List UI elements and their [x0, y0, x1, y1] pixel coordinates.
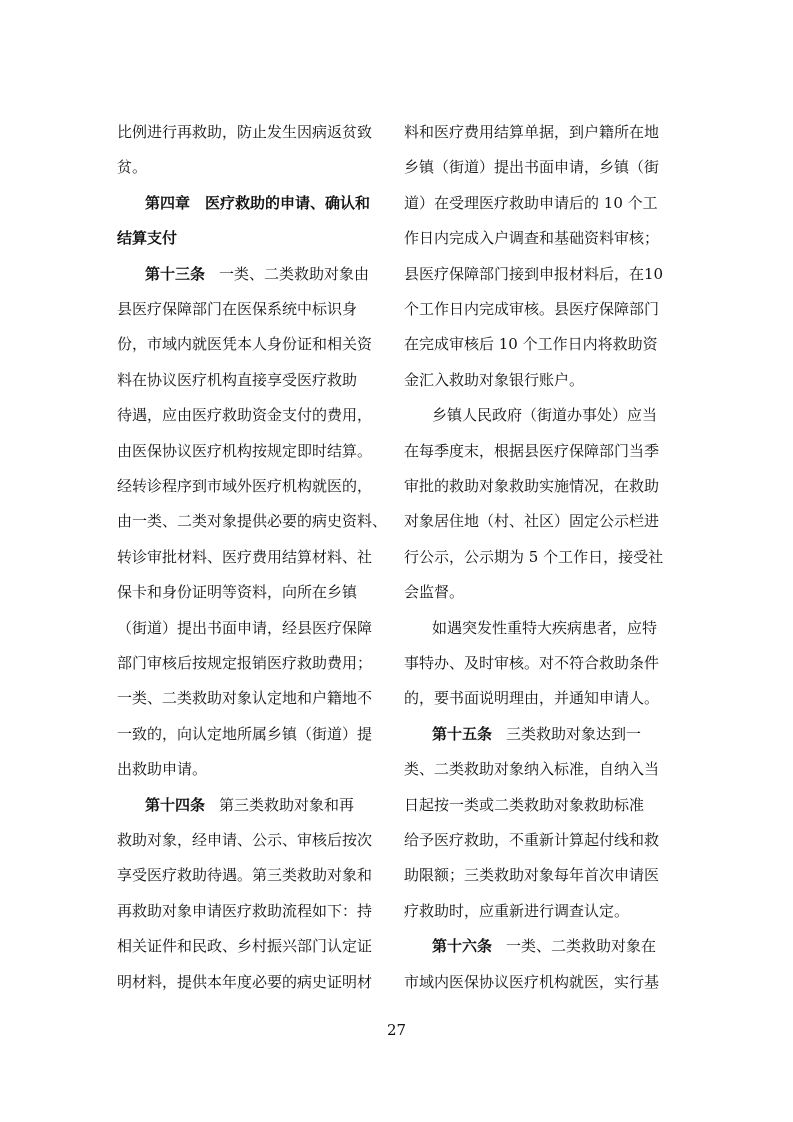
text-line — [404, 616, 710, 640]
text-line — [404, 262, 682, 286]
text-line — [117, 120, 395, 144]
text-line — [404, 651, 682, 675]
text-line — [404, 191, 682, 215]
text-line — [117, 828, 395, 852]
text-line — [404, 439, 682, 463]
line-text: 份，市域内就医凭本人身份证和相关资 — [117, 335, 373, 354]
text-line — [404, 686, 682, 710]
line-text: 第四章 医疗救助的申请、确认和 — [145, 193, 371, 212]
text-line — [404, 120, 682, 144]
line-text: 经转诊程序到市域外医疗机构就医的， — [117, 477, 373, 495]
text-line — [117, 686, 395, 710]
text-line — [404, 899, 682, 923]
text-line — [117, 545, 395, 569]
text-line — [117, 651, 395, 675]
line-text: 道）在受理医疗救助申请后的 10 个工 — [404, 193, 658, 212]
text-line — [117, 332, 395, 356]
text-line — [404, 368, 682, 392]
line-text: 第三类救助对象和再 — [219, 795, 355, 814]
text-line — [404, 757, 682, 781]
text-line — [404, 509, 682, 533]
article-number: 第十四条 — [145, 795, 206, 814]
line-text: 个工作日内完成审核。县医疗保障部门 — [404, 300, 660, 318]
line-text: 保卡和身份证明等资料，向所在乡镇 — [117, 583, 358, 602]
line-text: 乡镇人民政府（街道办事处）应当 — [432, 406, 658, 425]
text-line — [404, 863, 682, 887]
text-line — [404, 403, 710, 427]
text-line — [117, 191, 423, 215]
text-line — [404, 226, 682, 250]
line-text: 在完成审核后 10 个工作日内将救助资 — [404, 335, 658, 354]
line-text: 给予医疗救助，不重新计算起付线和救 — [404, 831, 660, 849]
line-text: 会监督。 — [404, 583, 465, 602]
line-text: 相关证件和民政、乡村振兴部门认定证 — [117, 937, 373, 956]
text-line — [404, 793, 682, 817]
line-text: 享受医疗救助待遇。第三类救助对象和 — [117, 866, 373, 885]
text-line — [117, 368, 395, 392]
text-line — [117, 403, 395, 427]
line-text: 行公示，公示期为 5 个工作日，接受社 — [404, 547, 664, 566]
text-line — [404, 580, 682, 604]
line-text: 一类、二类救助对象在 — [506, 937, 657, 956]
line-text: 一类、二类救助对象认定地和户籍地不 — [117, 689, 373, 708]
line-text: 料和医疗费用结算单据，到户籍所在地 — [404, 123, 660, 141]
line-text: 县医疗保障部门在医保系统中标识身 — [117, 300, 358, 318]
text-line — [117, 793, 423, 817]
text-line — [117, 863, 395, 887]
line-text: 再救助对象申请医疗救助流程如下：持 — [117, 901, 373, 920]
line-text: 市域内医保协议医疗机构就医，实行基 — [404, 972, 660, 991]
text-line — [117, 262, 423, 286]
text-line — [117, 226, 395, 250]
line-text: 金汇入救助对象银行账户。 — [404, 370, 585, 389]
line-text: 在每季度末，根据县医疗保障部门当季 — [404, 441, 660, 460]
article-number: 第十六条 — [432, 937, 493, 956]
text-line — [404, 155, 682, 179]
line-text: 料在协议医疗机构直接享受医疗救助 — [117, 370, 358, 389]
line-text: 的，要书面说明理由，并通知申请人。 — [404, 689, 660, 708]
line-text: 由医保协议医疗机构按规定即时结算。 — [117, 441, 373, 460]
text-line — [117, 899, 395, 923]
line-text: 结算支付 — [117, 229, 178, 248]
line-text: 部门审核后按规定报销医疗救助费用； — [117, 654, 373, 672]
text-line — [117, 580, 395, 604]
line-text: 一致的，向认定地所属乡镇（街道）提 — [117, 724, 373, 743]
text-line — [117, 297, 395, 321]
line-text: 县医疗保障部门接到申报材料后，在10 — [404, 264, 664, 283]
text-line — [117, 155, 395, 179]
text-line — [404, 474, 682, 498]
text-line — [404, 332, 682, 356]
text-line — [404, 545, 682, 569]
line-text: 审批的救助对象救助实施情况，在救助 — [404, 477, 660, 495]
line-text: 出救助申请。 — [117, 760, 208, 779]
page-number: 27 — [386, 1021, 407, 1039]
line-text: 明材料，提供本年度必要的病史证明材 — [117, 972, 373, 991]
line-text: 转诊审批材料、医疗费用结算材料、社 — [117, 547, 373, 566]
text-line — [404, 297, 682, 321]
line-text: 对象居住地（村、社区）固定公示栏进 — [404, 512, 660, 531]
line-text: 救助对象，经申请、公示、审核后按次 — [117, 831, 373, 849]
text-line — [117, 757, 395, 781]
line-text: 如遇突发性重特大疾病患者，应特 — [432, 618, 658, 637]
line-text: 比例进行再救助，防止发生因病返贫致 — [117, 123, 373, 141]
line-text: 日起按一类或二类救助对象救助标准 — [404, 795, 645, 814]
line-text: （街道）提出书面申请，经县医疗保障 — [117, 618, 373, 637]
text-line — [404, 970, 682, 994]
line-text: 作日内完成入户调查和基础资料审核； — [404, 229, 660, 248]
text-line — [117, 970, 395, 994]
text-line — [117, 934, 395, 958]
text-line — [117, 509, 395, 533]
text-line — [117, 722, 395, 746]
line-text: 由一类、二类对象提供必要的病史资料、 — [117, 512, 388, 531]
text-line — [404, 828, 682, 852]
article-number: 第十三条 — [145, 264, 206, 283]
line-text: 一类、二类救助对象由 — [219, 264, 370, 283]
text-line — [404, 934, 710, 958]
line-text: 乡镇（街道）提出书面申请，乡镇（街 — [404, 158, 660, 177]
text-line — [117, 439, 395, 463]
text-line — [117, 474, 395, 498]
line-text: 贫。 — [117, 158, 148, 177]
text-line — [117, 616, 395, 640]
text-line — [404, 722, 710, 746]
line-text: 疗救助时，应重新进行调查认定。 — [404, 901, 630, 920]
line-text: 待遇，应由医疗救助资金支付的费用， — [117, 406, 373, 425]
line-text: 三类救助对象达到一 — [506, 724, 642, 743]
article-number: 第十五条 — [432, 724, 493, 743]
line-text: 助限额；三类救助对象每年首次申请医 — [404, 866, 660, 885]
line-text: 类、二类救助对象纳入标准，自纳入当 — [404, 760, 660, 779]
line-text: 事特办、及时审核。对不符合救助条件 — [404, 654, 660, 672]
